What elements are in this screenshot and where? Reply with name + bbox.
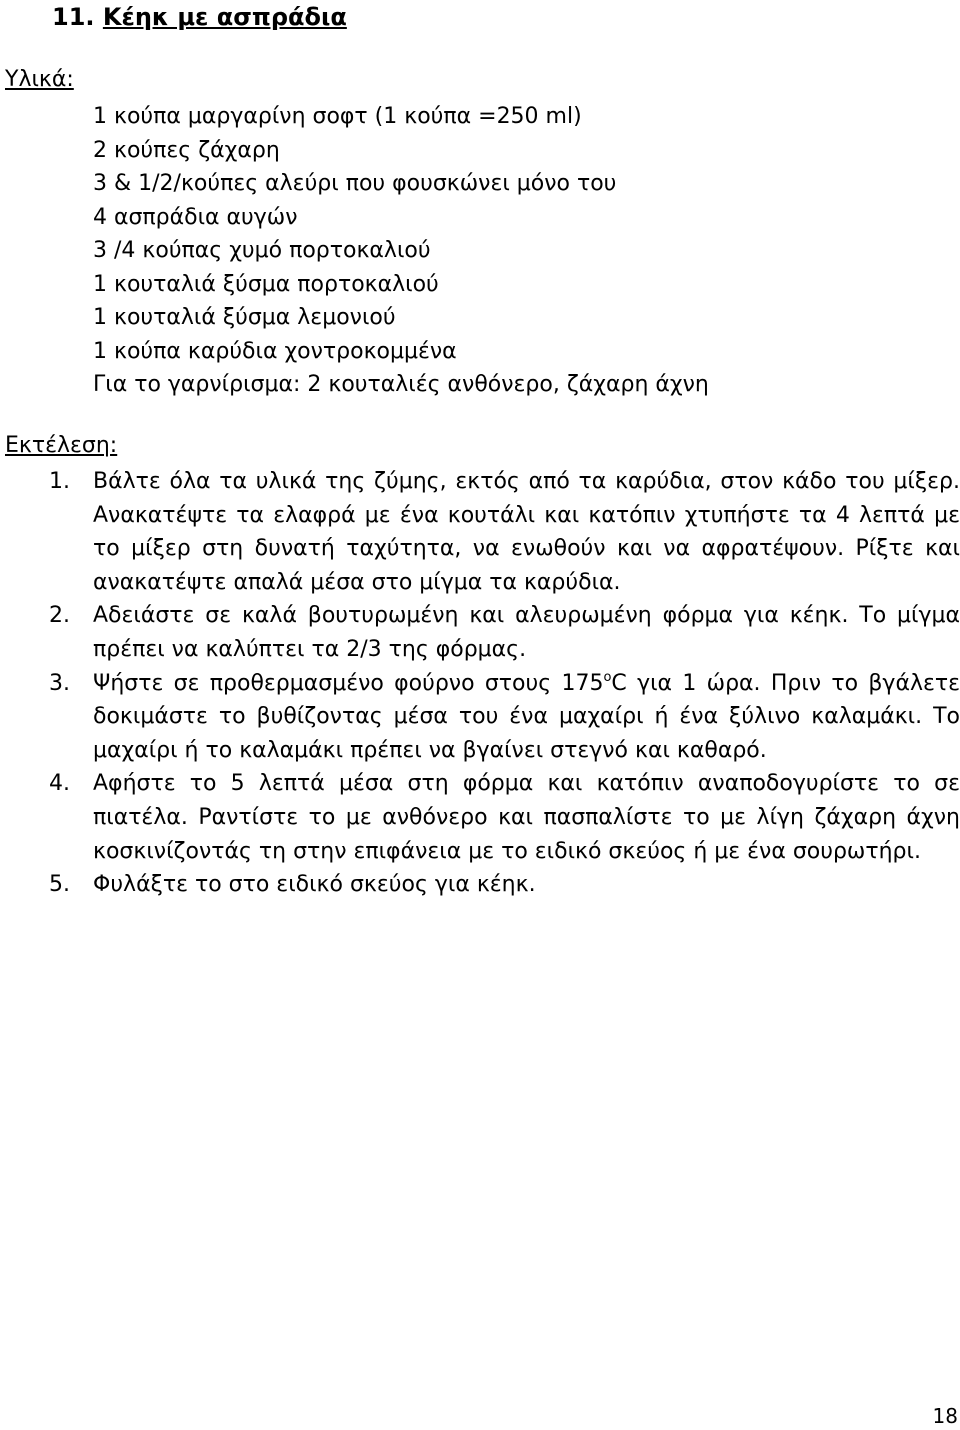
step-number: 4. bbox=[49, 771, 70, 797]
recipe-number: 11. bbox=[52, 3, 95, 31]
ingredient-item: 1 κουταλιά ξύσμα λεμονιού bbox=[93, 305, 396, 330]
step-text: Βάλτε όλα τα υλικά της ζύμης, εκτός από τα καρύδια, στον κάδο του μίξερ. Ανακατέψτε τα ελαφρά με ένα κουτάλι και κατόπιν χτυπήστε τα 4 λεπτά με το μίξερ στη δυνατή ταχύτητα, να ενωθούν και να αφρατέψουν. Ρίξτε και ανακατέψτε απαλά μέσα στο μίγμα τα καρύδια. bbox=[93, 469, 960, 595]
method-steps bbox=[49, 465, 960, 902]
step-text: Αφήστε το 5 λεπτά μέσα στη φόρμα και κατόπιν αναποδογυρίστε το σε πιατέλα. Ραντίστε το με ανθόνερο και πασπαλίστε το με λίγη ζάχαρη άχνη κοσκινίζοντάς τη στην επιφάνεια με το ειδικό σκεύος ή με ένα σουρωτήρι. bbox=[93, 771, 960, 864]
ingredient-item: 2 κούπες ζάχαρη bbox=[93, 137, 280, 163]
method-step bbox=[49, 767, 960, 868]
step-text: Αδειάστε σε καλά βουτυρωμένη και αλευρωμένη φόρμα για κέηκ. Το μίγμα πρέπει να καλύπτει τα 2/3 της φόρμας. bbox=[93, 603, 960, 662]
ingredient-item: 1 κούπα μαργαρίνη σοφτ (1 κούπα =250 ml) bbox=[93, 104, 582, 129]
method-step bbox=[49, 599, 960, 666]
step-text-continued: C για 1 ώρα. Πριν το βγάλετε δοκιμάστε το βυθίζοντας μέσα του ένα μαχαίρι ή ένα ξύλινο καλαμάκι. Το μαχαίρι ή το καλαμάκι πρέπει να βγαίνει στεγνό και καθαρό. bbox=[93, 670, 960, 763]
step-number: 1. bbox=[49, 469, 70, 494]
ingredient-item: 1 κουταλιά ξύσμα πορτοκαλιού bbox=[93, 271, 439, 297]
page-number: 18 bbox=[932, 1404, 958, 1428]
step-text: Φυλάξτε το στο ειδικό σκεύος για κέηκ. bbox=[93, 872, 536, 898]
ingredient-item: 4 ασπράδια αυγών bbox=[93, 204, 298, 230]
step-number: 3. bbox=[49, 670, 70, 696]
recipe-title bbox=[52, 1, 347, 33]
ingredient-item: 3 & 1/2/κούπες αλεύρι που φουσκώνει μόνο του bbox=[93, 171, 617, 196]
degree-superscript: ο bbox=[603, 669, 612, 685]
ingredients-list bbox=[93, 100, 709, 402]
ingredient-item: Για το γαρνίρισμα: 2 κουταλιές ανθόνερο, ζάχαρη άχνη bbox=[93, 372, 709, 397]
method-heading: Εκτέλεση: bbox=[5, 433, 118, 458]
step-number: 2. bbox=[49, 603, 70, 629]
step-text: Ψήστε σε προθερμασμένο φούρνο στους 175 bbox=[93, 670, 604, 696]
step-number: 5. bbox=[49, 872, 70, 898]
ingredients-heading: Υλικά: bbox=[5, 67, 74, 92]
ingredient-item: 3 /4 κούπας χυμό πορτοκαλιού bbox=[93, 238, 431, 263]
ingredient-item: 1 κούπα καρύδια χοντροκομμένα bbox=[93, 338, 457, 364]
method-step bbox=[49, 868, 960, 902]
method-step bbox=[49, 465, 960, 599]
recipe-title-text: Κέηκ με ασπράδια bbox=[102, 3, 347, 31]
method-step bbox=[49, 667, 960, 768]
